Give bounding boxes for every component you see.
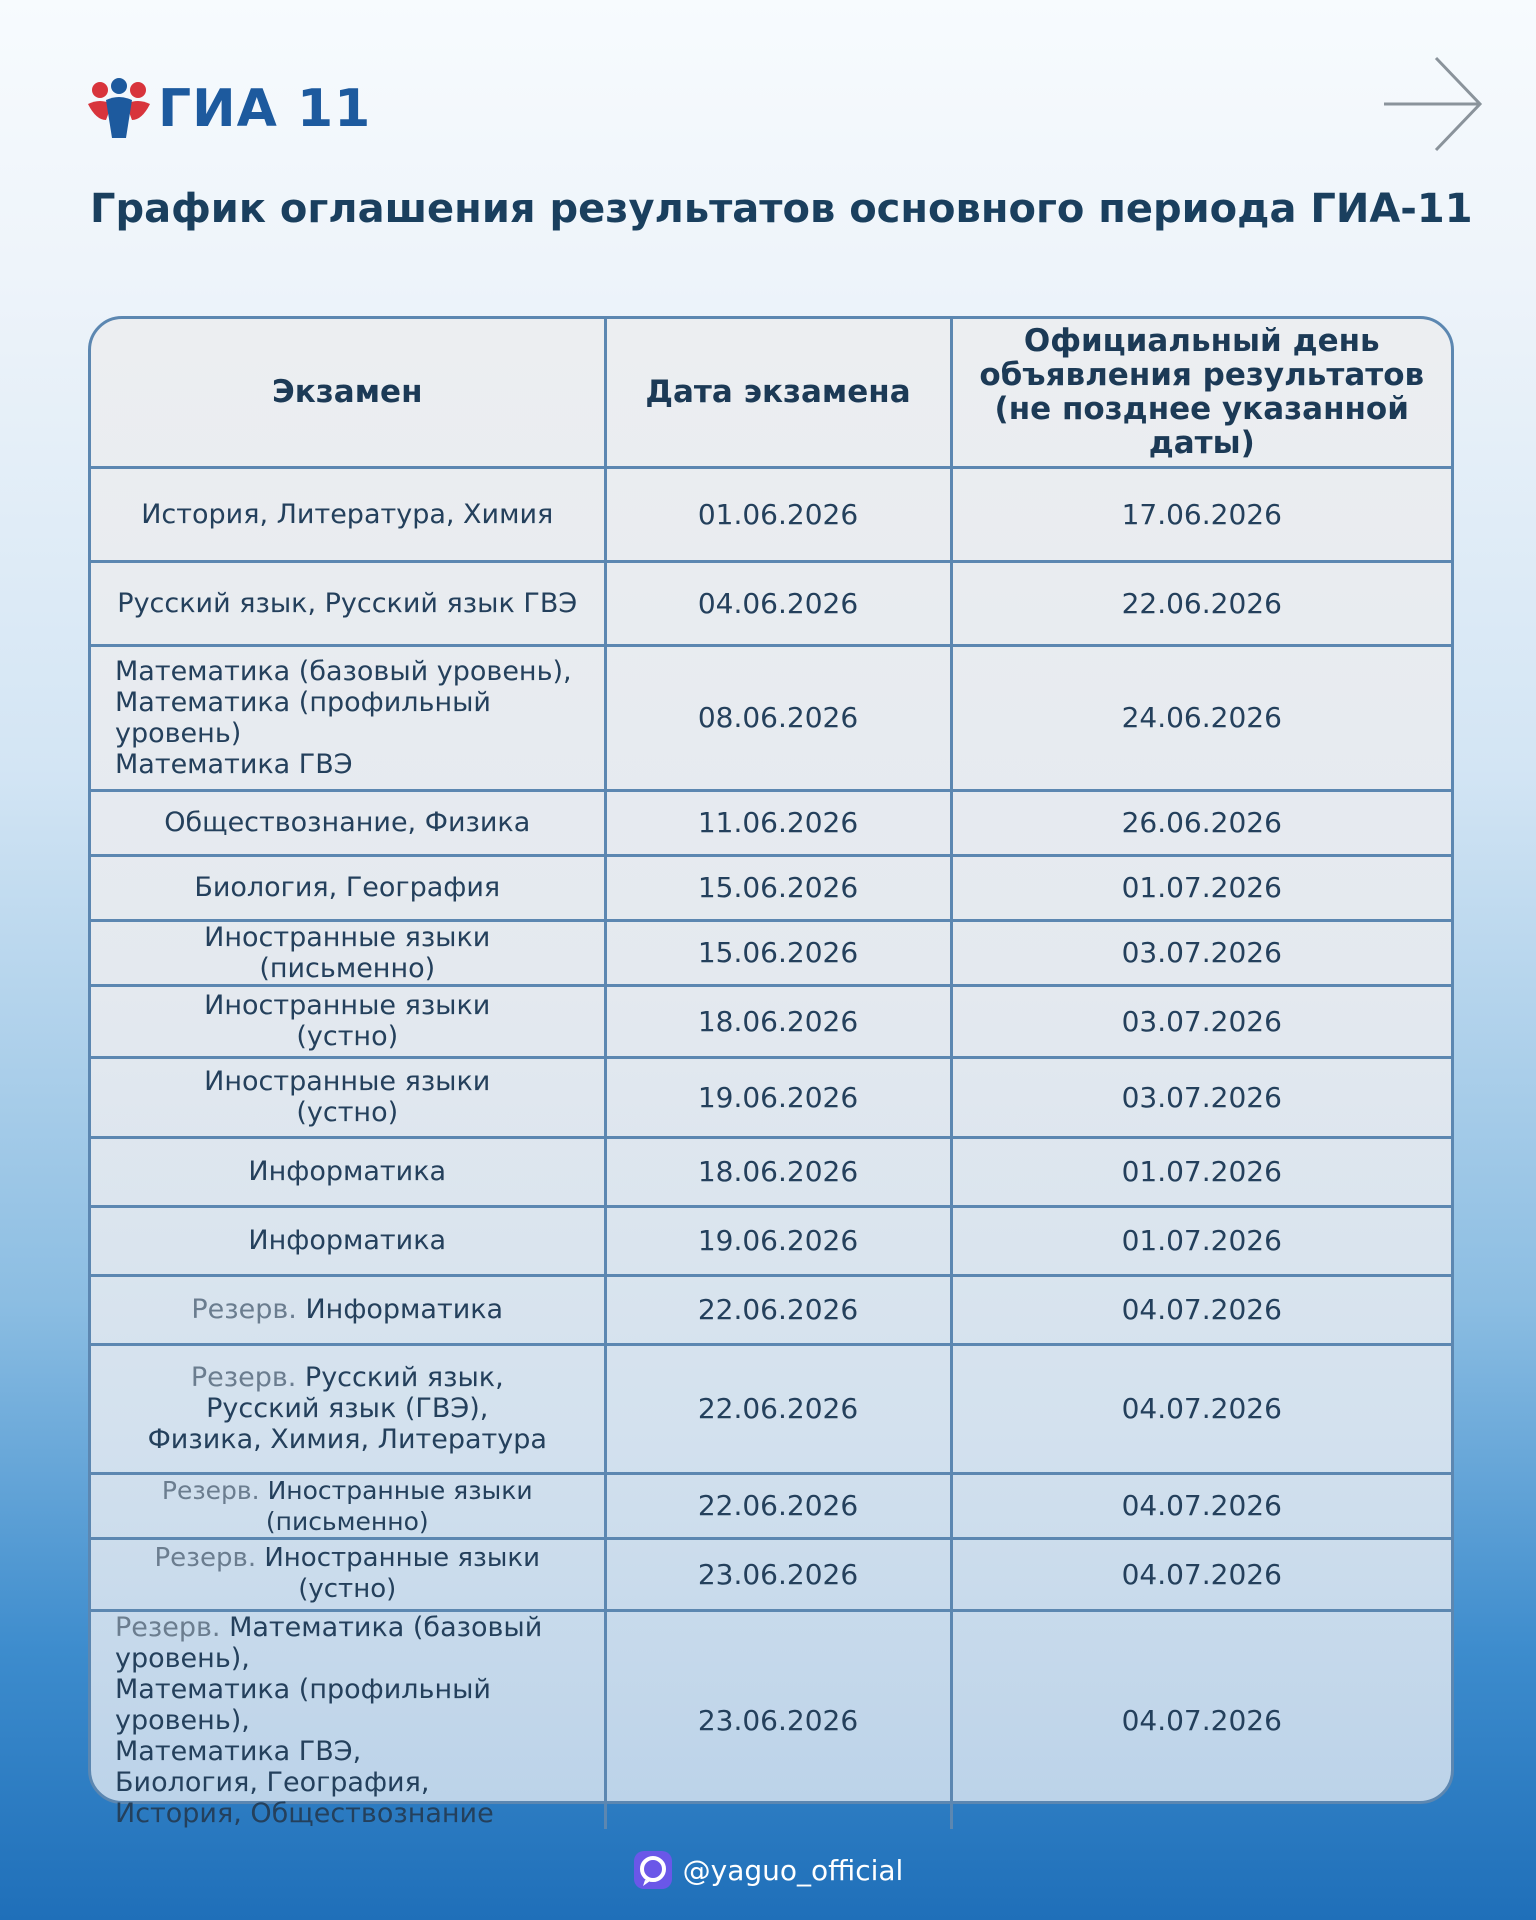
- table-row: [91, 1538, 1451, 1610]
- table-row: [91, 855, 1451, 920]
- table-row: [91, 920, 1451, 985]
- exam-cell: [91, 855, 605, 920]
- exam-cell: [91, 1206, 605, 1275]
- exam-date-cell: 01.06.2026: [605, 467, 951, 561]
- table-row: [91, 1206, 1451, 1275]
- exam-cell: [91, 1137, 605, 1206]
- exam-date-cell: 22.06.2026: [605, 1344, 951, 1473]
- reserve-label: Резерв.: [191, 1294, 297, 1325]
- result-date-cell: 24.06.2026: [951, 645, 1451, 790]
- exam-cell: [91, 1538, 605, 1610]
- exam-name: Иностранные языки (устно): [204, 990, 491, 1052]
- table-row: [91, 1473, 1451, 1538]
- exam-cell: [91, 985, 605, 1057]
- table-row: [91, 467, 1451, 561]
- result-date-cell: 03.07.2026: [951, 920, 1451, 985]
- table-header-row: [91, 319, 1451, 467]
- result-date-cell: 04.07.2026: [951, 1473, 1451, 1538]
- header-exam-date: Дата экзамена: [605, 319, 951, 467]
- result-date-cell: 03.07.2026: [951, 985, 1451, 1057]
- logo-text: ГИА 11: [158, 79, 372, 139]
- exam-name: Иностранные языки (письменно): [265, 1475, 533, 1536]
- chat-bubble-icon: [633, 1850, 673, 1890]
- exam-name: История, Литература, Химия: [141, 498, 554, 530]
- exam-name: Информатика: [248, 1225, 447, 1256]
- table-row: [91, 561, 1451, 645]
- exam-date-cell: 19.06.2026: [605, 1206, 951, 1275]
- result-date-cell: 04.07.2026: [951, 1275, 1451, 1344]
- exam-name: Математика (базовый уровень), Математика (профильный уровень) Математика ГВЭ: [115, 655, 572, 780]
- arrow-right-icon[interactable]: [1380, 52, 1484, 156]
- table-row: [91, 645, 1451, 790]
- reserve-label: Резерв.: [115, 1611, 221, 1643]
- exam-date-cell: 18.06.2026: [605, 985, 951, 1057]
- exam-date-cell: 04.06.2026: [605, 561, 951, 645]
- exam-date-cell: 18.06.2026: [605, 1137, 951, 1206]
- exam-cell: [91, 467, 605, 561]
- result-date-cell: 04.07.2026: [951, 1344, 1451, 1473]
- gia11-logo: [86, 74, 371, 144]
- exam-cell: [91, 1610, 605, 1829]
- exam-name: Информатика: [305, 1294, 504, 1325]
- exam-name: Иностранные языки (письменно): [204, 921, 491, 984]
- exam-date-cell: 11.06.2026: [605, 790, 951, 855]
- exam-date-cell: 15.06.2026: [605, 920, 951, 985]
- exam-name: Иностранные языки (устно): [264, 1543, 540, 1604]
- exam-cell: [91, 1344, 605, 1473]
- table-row: [91, 1057, 1451, 1137]
- result-date-cell: 01.07.2026: [951, 1137, 1451, 1206]
- exam-cell: [91, 561, 605, 645]
- result-date-cell: 17.06.2026: [951, 467, 1451, 561]
- header-exam: Экзамен: [91, 319, 605, 467]
- exam-name: Информатика: [248, 1156, 447, 1187]
- exam-name: Русский язык, Русский язык ГВЭ: [117, 587, 578, 619]
- exam-date-cell: 23.06.2026: [605, 1538, 951, 1610]
- exam-cell: [91, 790, 605, 855]
- result-date-cell: 01.07.2026: [951, 855, 1451, 920]
- reserve-label: Резерв.: [161, 1475, 260, 1505]
- exam-cell: [91, 645, 605, 790]
- exam-date-cell: 19.06.2026: [605, 1057, 951, 1137]
- result-date-cell: 22.06.2026: [951, 561, 1451, 645]
- exam-cell: [91, 1057, 605, 1137]
- exam-date-cell: 08.06.2026: [605, 645, 951, 790]
- page-title: График оглашения результатов основного периода ГИА-11: [90, 186, 1473, 232]
- exam-date-cell: 23.06.2026: [605, 1610, 951, 1829]
- exam-cell: [91, 1473, 605, 1538]
- exam-name: Русский язык, Русский язык (ГВЭ), Физика, Химия, Литература: [147, 1362, 547, 1455]
- reserve-label: Резерв.: [154, 1543, 257, 1573]
- exam-name: Обществознание, Физика: [164, 807, 531, 838]
- exam-cell: [91, 920, 605, 985]
- exam-name: Биология, География: [194, 872, 501, 903]
- footer-handle-text: @yaguo_official: [682, 1853, 904, 1887]
- exam-cell: [91, 1275, 605, 1344]
- result-date-cell: 01.07.2026: [951, 1206, 1451, 1275]
- exam-name: Иностранные языки (устно): [204, 1066, 491, 1128]
- table-row: [91, 1137, 1451, 1206]
- result-date-cell: 26.06.2026: [951, 790, 1451, 855]
- results-schedule-table: [88, 316, 1454, 1829]
- result-date-cell: 04.07.2026: [1121, 1703, 1282, 1737]
- table-row: [91, 790, 1451, 855]
- gia-people-emblem-icon: [86, 76, 152, 142]
- table-row: [91, 1610, 1451, 1829]
- table-row: [91, 1344, 1451, 1473]
- table-row: [91, 985, 1451, 1057]
- header-result-date: Официальный день объявления результатов (не позднее указанной даты): [951, 319, 1451, 467]
- result-date-cell: 04.07.2026: [951, 1538, 1451, 1610]
- reserve-label: Резерв.: [190, 1362, 297, 1393]
- exam-date-cell: 22.06.2026: [605, 1473, 951, 1538]
- table-row: [91, 1275, 1451, 1344]
- exam-date-cell: 22.06.2026: [605, 1275, 951, 1344]
- footer-handle: [0, 1850, 1536, 1890]
- result-date-cell: 03.07.2026: [951, 1057, 1451, 1137]
- exam-name: Математика (базовый уровень), Математика (профильный уровень), Математика ГВЭ, Биология, География, История, Обществознание: [115, 1611, 543, 1829]
- exam-date-cell: 15.06.2026: [605, 855, 951, 920]
